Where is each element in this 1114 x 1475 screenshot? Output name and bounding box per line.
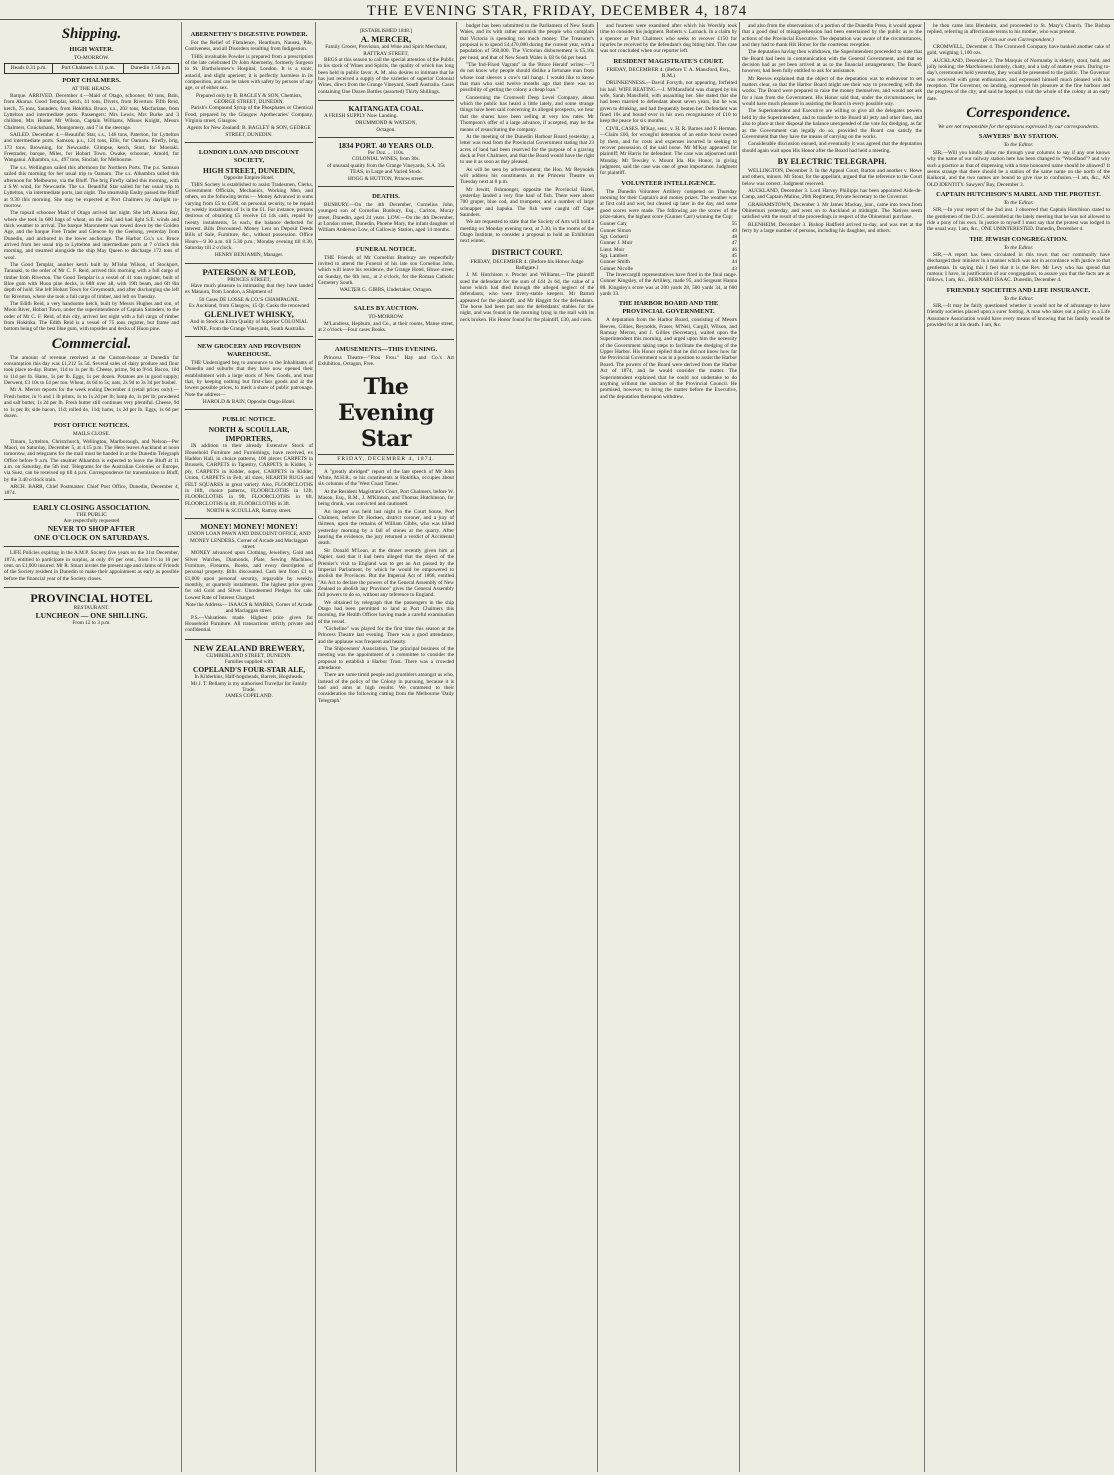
tide-time: 1.56 p.m. [150, 65, 172, 72]
advert-line: From 12 to 3 p.m. [72, 620, 111, 627]
advert-line: [ESTABLISHED 1848.] [360, 28, 412, 34]
column-rule [924, 22, 925, 1472]
advert-line: LUNCHEON — ONE SHILLING. [35, 611, 148, 621]
advert-mercer [318, 25, 454, 98]
letter-text: SIR,—It may be fairly questioned whether it would not be of advantage to have friendly societies placed upon a surer footing. A man who takes out a policy in a Life Assurance Association would have every means of knowing that his family would be provided for at his death. I am, &c. [927, 303, 1110, 329]
post-office-sub: MAILS CLOSE. [72, 431, 111, 438]
tide-place: Port Chalmers [61, 65, 94, 72]
advert-text: Have much pleasure in intimating that they have landed ex Mataura, from London, a Shipment of [185, 282, 313, 296]
advert-london-loan [185, 142, 313, 260]
amusements-notice [318, 339, 454, 371]
news-paragraph: budget has been submitted to the Parliament of New South Wales, and its with rather astonish the people who complain that Victoria is spending too much money. The Treasurer's proposal is to spend £4,470,000 during the current year, with a population of 560,000. The Victorian disbursement is £5,10s per head, and that of New South Wales is £8 6s 6d per head. [460, 23, 594, 61]
advert-title: A. MERCER, [360, 34, 412, 45]
sales-sub: TO-MORROW. [368, 313, 404, 320]
news-paragraph: he then came into Blenheim, and proceeded to St. Mary's Church. The Bishop replied, referring in affectionate terms to his mother, who was present. [927, 23, 1110, 36]
telegraph-text: AUCKLAND, December 3. Lord Harvey Phillipps has been appointed Aide-de-Camp, and Captain Malino, 20th Regiment, Private Secretary to the Governor. [742, 187, 922, 201]
advert-line: In Kilderkins, Half-hogsheads, Barrels, Hogsheads. [194, 674, 304, 681]
column-rule [181, 22, 182, 1472]
advert-text: IN addition to their already Extensive Stock of Household Furniture and Furnishings, have received, ex Haddon Hall, in choice patterns, 100 pieces CARPETS in Brussels, CARPETS in Tapestry, CARPETS in Kidder, 3-ply, CARPETS in Kidder, super, CARPETS in Kidder, Union, CARPETS in Felt, all sizes, HEARTH RUGS and FELT SQUARES in great variety. Also, FLOORCLOTHS in 18ft, choice patterns, FLOORCLOTHS in 12ft, FLOORCLOTHS in 9ft, FLOORCLOTHS in 6ft, FLOORCLOTHS in 4ft, FLOORCLOTHS in 3ft. [185, 443, 313, 507]
advert-line: HOGG & HUTTON, Princes street. [347, 175, 425, 182]
score-name: Gunner Smith [600, 259, 630, 266]
advert-north-scoullar [185, 409, 313, 516]
port-chalmers-heading: PORT CHALMERS. [62, 76, 121, 84]
funeral-signature: WALTER G. GIBBS, Undertaker, Octagon. [339, 287, 433, 294]
advert-life-policies [4, 546, 179, 585]
tide-time: 1.11 p.m. [94, 65, 116, 72]
section-heading-correspondence: Correspondence. [966, 105, 1071, 122]
telegraph-text: AUCKLAND, December 3. The Marquis of Normanby is elderly, stout, bald, and jolly looking; the Marchioness homely, chatty, and a lady of mature years. During to-day's ceremonies held yesterday, they would be presented to the public. The Governor was received with great enthusiasm, and expressed himself much pleased with his reception. The Governor, on landing, expressed his pleasure at the fine harbour and the progress of the city, and said he hoped to visit the whole of the colony at an early date. [927, 57, 1110, 102]
tide-time: 0.31 p.m. [25, 65, 47, 72]
advert-line: UNION LOAN PAWN AND DISCOUNT OFFICE, AND MONEY LENDERS, Corner of Arcade and Maclaggan street. [187, 531, 311, 550]
advert-title: ABERNETHY'S DIGESTIVE POWDER. [190, 31, 308, 38]
news-paragraph: We obtained by telegraph that the passengers in the ship Otago had been permitted to land at Port Chalmers this morning, the Health Officer having made a careful examination of the vessel. [318, 599, 454, 625]
tide-cell [53, 64, 124, 73]
news-paragraph: An inquest was held last night in the Court house, Port Chalmers, before Dr Hocken, district coroner, and a jury of thirteen, upon the remains of William Gibbs, who was killed yesterday morning by a fall of stones at the quarry. After hearing the evidence, the jury returned a verdict of Accidental death. [318, 508, 454, 547]
shipping-arrived: Barque. ARRIVED. December 4.—Maid of Otago, schooner, 60 tons, Bain, from Akaroa. Good Templar, ketch, 41 tons, Divers, from Riverton. Fifth Reid, ketch, 75 tons, Saunders, from Hokitika. Bruce, s.s., 202 tons, Macfarlane, from Lyttelton and intermediate ports. Passengers: Mrs Lewis, Mrs Burke and 3 children, Mrs Hunter Mr Wilson, Captain Williams, Misses Knight, Messrs Chalmers, Cruickshank, Montgomery, and 7 in the steerage. [4, 93, 179, 131]
letter-text: SIR,—Will you kindly allow me through your columns to say if any one knows why the name of our railway station here has been changed to "Woodland"? and why such a practice as that of dispensing with a time honoured name should be allowed? It seems strange that there should be a station of the same name on the north of the Kaikorai, and the two names are bound to give rise to confusion.—I am, &c., AN OLD IDENTITY. Sawyers' Bay, December 3. [927, 149, 1110, 188]
scores-table [600, 221, 737, 272]
advert-text: THIS invaluable Powder is prepared from a prescription of the late celebrated Dr John Abernethy, formerly Surgeon to St. Bartholomew's Hospital, London. It is a tonic, antacid, and slight aperient; it is perfectly harmless in its composition, and can be taken with safety by persons of any age, or of either sex. [185, 53, 313, 92]
score-value: 47 [731, 240, 737, 247]
advert-line: CUMBERLAND STREET, DUNEDIN. [206, 652, 292, 659]
column-7 [927, 23, 1110, 1471]
advert-early-closing [4, 499, 179, 545]
column-5 [600, 23, 737, 1471]
tide-cell [124, 64, 179, 73]
advert-line: ONE O'CLOCK ON SATURDAYS. [33, 533, 150, 543]
tide-place: Heads [10, 65, 25, 72]
correspondence-disclaimer: We are not responsible for the opinions expressed by our correspondents. [937, 124, 1100, 131]
advert-title: NEW GROCERY AND PROVISION WAREHOUSE. [197, 343, 301, 359]
advert-line: Ex Auckland, from Glasgow, 15 Qr. Casks the renowned [188, 303, 310, 309]
rm-court-text: DRUNKENNESS.—David Forsyth, not appearing, forfeited his bail. WIFE BEATING.—J. M'Mansfield was charged by his wife, Sarah Mansfield, with assaulting her. She stated that she had been married to defendant about seven years, but he was given to drinking, and had frequently beaten her. Defendant was fined 10s and bound over in his own recognisance of £10 to keep the peace for six months. [600, 80, 737, 125]
advert-title: 1834 PORT. 40 YEARS OLD. [338, 141, 434, 151]
score-value: 49 [731, 227, 737, 234]
score-name: Sgt. Cockeril [600, 233, 628, 240]
advert-title: MONEY! MONEY! MONEY! [200, 522, 298, 532]
shipping-notes: The s.s. Wellington sailed this afternoon for Northern Ports. The p.s. Samson sailed this morning for her usual trip to Oamaru. The s.s. Alhambra sailed this afternoon for Melbourne, via the Bluff. The brig Firefly sailed this morning, with a S.W. wind, for Newcastle. The s.s. Beautiful Star sailed for her usual trip to Lyttelton, via intermediate ports, last night. The steamship Easby passed the Bluff at 9.30 this morning. She may be expected at Port Chalmers by daylight to-morrow. [4, 164, 179, 209]
advert-line: Note the Address— ISAACS & MARKS, Corner of Arcade and Maclaggan street. [185, 602, 313, 615]
telegraph-text: CROMWELL, December 4. The Cromwell Company have banked another cake of gold, weighing 1,100 ozs. [927, 44, 1110, 57]
advert-line: Families supplied with [224, 659, 274, 666]
dateline: FRIDAY, DECEMBER 4, 1874. [318, 454, 454, 464]
advert-line: COPELAND'S FOUR-STAR ALE, [192, 665, 306, 675]
masthead-title: THE EVENING STAR, FRIDAY, DECEMBER 4, 1874 [366, 3, 748, 19]
news-paragraph: Considerable discussion ensued, and eventually it was agreed that the deputation should again wait upon His Honor after the Board had held a meeting. [742, 141, 922, 154]
news-paragraph: As will be seen by advertisement, the Hon. Mr Reynolds will address his constituents at the Princess Theatre on Tuesday next at 8 p.m. [460, 166, 594, 186]
advert-text: A FRESH SUPPLY Now Landing. [324, 113, 398, 120]
news-paragraph: and fourteen were examined after which his Worship took time to consider his judgment. Roberts v. Larnach. In a claim by a spencer at Port Chalmers who seeks to recover £150 for injuries he received by the defendant's dog biting him. This case was not concluded when our reporter left. [600, 23, 737, 55]
commercial-text: Mr A. Mercer reports for the week ending December 4 (retail prices only):—Fresh butter, in ½ and 1 lb prints, 1s to 1s 2d per lb; lump do, 1s per lb; powdered and salt butter, 1s 2d per lb. Fresh butter still continues very plentiful. Cheese, 9d to 1s per lb; side bacon, 11d; rolled do, 11d; hams, 1s 2d per lb. Eggs, 1s 6d per dozen. [4, 387, 179, 419]
post-office-heading: POST OFFICE NOTICES. [53, 422, 130, 430]
telegraph-text: GRAHAMSTOWN, December 3. Mr James Mackay, junr., came into town from Ohinemuri yesterday, and went on to Auckland at midnight. The Natives seem satisfied with the result of the proceedings in respect of the Ohinemuri purchase. [742, 201, 922, 221]
letter-to: To the Editor. [1003, 142, 1034, 149]
score-name: Gunner Carr [600, 221, 627, 228]
advert-abernethy [185, 25, 313, 140]
harbor-board-text: A deputation from the Harbor Board, consisting of Messrs Reeves, Gillies, Reynolds, Fraser, M'Neil, Cargill, Wilson, and Ramsay Mercer, and J. Gillies (Secretary), waited upon the Superintendent this morning, and urged upon him the necessity of the Government taking steps to facilitate the dredging of the Upper Harbor. His Honor replied that he did not know how far the Provincial Government was in a position to assist the Harbor Board. The powers of the Board were derived from the Harbor Act of 1874, and he would consider the matter. The Superintendent explained that he could not undertake to do anything without the sanction of the Provincial Council. He promised, however, to bring the matter before the Executive, and the deputation thereupon withdrew. [600, 317, 737, 400]
advert-line: Octagon. [376, 126, 396, 133]
high-water-heading: HIGH WATER. [69, 46, 114, 53]
rm-court-text: CIVIL CASES. M'Kay, senr., v. H. R. Barnes and F. Herman.—Claim £60, for wrongful detention of an entire horse owned by them, and for costs and expenses incurred in seeking to recover possession of the said horse. Mr M'Kay appeared for plaintiff; Mr Harris for defendant. The case was adjourned until Monday. Mr Tewsley v. Mount Ida. His Honor, in giving judgment, said the case was one of great importance. Judgment for plaintiff. [600, 125, 737, 177]
advert-paterson-mleod [185, 263, 313, 334]
advert-line: NORTH & SCOULLAR, Rattray street. [206, 507, 292, 514]
sales-heading: SALES BY AUCTION. [353, 304, 419, 312]
news-paragraph: Mr Reeves explained that the object of the deputation was to endeavour to set matters clear, so that the Harbor Board might see their way to proceeding with the works. The Board were prepared to raise the money themselves, and would not ask for a loan from the Government. His Honor said that, under the circumstances, he would have much pleasure in assisting the Board in every possible way. [742, 75, 922, 108]
advert-line: Mr J. T. Bellamy is my authorised Travellar for Family Trade. [190, 680, 308, 694]
advert-line: Are respectfully requested [63, 517, 120, 524]
advert-new-grocery [185, 336, 313, 407]
letter-text: SIR,—A report has been circulated in this town that our community have discharged their minister in a manner which was not in accordance with justice to that gentleman. In saying this I feel that it is the Rev. Mr Levy who has spread that rumour. I have, in justification of our congregation, to assure you that the facts are as follows. I am, &c., BERNARD ISAAC. Dunedin, December 4. [927, 251, 1110, 284]
advert-line: of unusual quality from the Grange Vineyards, S.A. 35s [326, 162, 445, 169]
column-4 [460, 23, 594, 1471]
advert-line: COLONIAL WINES, from 30s. [352, 156, 420, 163]
shipping-notes: The Good Templar, another ketch built by M'John Wilson, of Stockport, Taranaki, to the order of Mr C. F. Reid, arrived this morning with a full cargo of timber from Riverton. The Good Templar is a vessel of 41 tons register, built of Blue gum with Huon pine decks, is 68ft over all, with 19ft beam, and 6ft 8in depth of hold. She left Hobart Town for Greymouth, and after discharging she left for Riverton, where she took a full cargo of timber, and left on Tuesday. [4, 261, 179, 300]
telegraph-text: WELLINGTON, December 3. In the Appeal Court, Barton and another v. Howe and others, minors. Mr Stout, for the appellant, argued that the reference to the Court below was correct. Judgment reserved. [742, 167, 922, 187]
telegraph-text: BLENHEIM, December 3. Bishop Hadfield arrived to-day, and was met at the ferry by a large number of persons, including his daughter, and others. [742, 221, 922, 234]
advert-line: NEVER TO SHOP AFTER [47, 524, 136, 534]
commercial-text: The amount of revenue received at the Custom-house at Dunedin for consumption this day was £1,212 5s 5d. Several sales of dairy produce and flour took place to-day. Butter, 11d to 1s per lb. Cheese, prime, 9d to 9½d. Bacon, 10d to 11d per lb. Hams, 1s per lb. Eggs, 1s per dozen. Potatoes are in good supply; Derwent, £3 10s to £4 per ton. Wheat, 4s 6d to 5s; oats, 2s 9d to 3s 3d per bushel. [4, 354, 179, 387]
advert-line: Agents for New Zealand: B. BAGLEY & SON, GEORGE STREET, DUNEDIN. [187, 125, 311, 138]
advert-line: 50 Cases DE LOSSE & CO.'S CHAMPAGNE. [199, 296, 299, 303]
column-2 [185, 23, 313, 1471]
score-value: 46 [731, 246, 737, 253]
masthead [0, 0, 1114, 20]
tide-table [4, 63, 179, 73]
section-heading-shipping: Shipping. [61, 26, 122, 42]
score-value: 48 [731, 233, 737, 240]
news-paragraph: The deputation having then withdrawn, the Superintendent proceeded to state that the Board had been in communication with the General Government, and that no decision had as yet been arrived at as to the financial arrangements. The Board, however, had been fully entitled to ask for assistance. [742, 49, 922, 75]
sales-text: M'Landress, Hepburn, and Co., at their rooms, Manse street, at 2 o'clock—Four cases Books. [318, 320, 454, 334]
advert-text: P.S.—Valuations made. Highest price given for Household Furniture. All transactions strictly private and confidential. [185, 614, 313, 634]
advert-line: Per Doz. ... 110s. [367, 150, 405, 157]
amusements-text: Princess Theatre—"Frou Frou." Hay and Co.'s Art Exhibition, Octagon, Free. [318, 354, 454, 367]
shipping-notes: The topsail schooner Maid of Otago arrived last night. She left Akaroa Bay, where she took in 600 bags of wheat, on the 2nd, and had light S.E. winds and thick weather to arrival. The barque Maronnette was towed down by the Golden Age, and the barque Free Trader and Glencoe by the Geelong, yesterday from Dunedin, and anchored in the lower anchorage. The Harbor Co.'s s.s. Bruce arrived from her usual trip to Lyttelton and intermediate ports at 7 o'clock this morning, and steamed alongside the ship May Queen to discharge 172 tons of wool. [4, 210, 179, 261]
advert-line: GLENLIVET WHISKY, [204, 309, 294, 320]
advert-text: BEGS at this season to call the special attention of the Public to his stock of Wines and Spirits, the quality of which has long been held in public favor. A. M. also desires to intimate that he has just received a supply of the varieties of superior Colonial Wines, direct from the Grange Vineyard, South Australia. Cases containing One Dozen Bottles (assorted) Thirty Shillings. [318, 57, 454, 95]
volunteer-text: The Dunedin Volunteer Artillery competed on Thursday morning for their Captain's and money prizes. The weather was at first cold and wet, but cleared up later in the day, and some good scores were made. The following are the scores of the prize-takers, the highest score (Gunner Carr) winning the Cup: [600, 188, 737, 220]
score-value: 45 [731, 253, 737, 259]
advert-line: PRINCES STREET, [227, 276, 271, 283]
advert-text: LIFE Policies expiring in the A.M.P. Society five years on the 31st December, 1874, entitled to participate in surplus, at only 4½ per cent., from 1½ to 10 per cent. on £1,000 insured. Mr R. Smart invites the present age and claims of Friends of the Society resident in Dunedin to make their appointment as early as possible before the financial year of the Society closes. [4, 550, 179, 582]
advert-text: For the Relief of Flatulence, Heartburn, Nausea, Pile, Costiveness, and all Disorders resulting from Indigestion. [185, 40, 313, 53]
advert-line: THE PUBLIC [76, 511, 107, 518]
post-office-signature: ARCH. BARR, Chief Postmaster. Chief Post Office, Dunedin, December 4, 1874. [4, 483, 179, 497]
advert-line: And in Stock an Extra Quality of Superior COLONIAL WINE, From the Grange Vineyards, South Australia. [190, 319, 308, 332]
score-name: Sgt. Lambert [600, 253, 628, 259]
funeral-text: THE Friends of Mr Cornelius Bunbury are respectfully invited to attend the Funeral of his late son Cornelius John, which will leave his residence, the Grange Hotel, Howe street, on Sunday, the 6th inst., at 2 o'clock, for the Roman Catholic Cemetery South. [318, 254, 454, 286]
advert-line: NORTH & SCOULLAR, IMPORTERS, [208, 425, 290, 444]
advert-title: PUBLIC NOTICE. [222, 416, 276, 424]
column-rule [456, 22, 457, 1472]
port-chalmers-sub: AT THE HEADS. [71, 85, 112, 92]
advert-title: PROVINCIAL HOTEL [30, 591, 153, 606]
deaths-heading: DEATHS. [372, 192, 400, 200]
score-name: Gunner J. Muir [600, 240, 633, 247]
news-paragraph: At the meeting of the Dunedin Harbour Board yesterday, a letter was read from the Provincial Government stating that 23 acres of land had been reserved for the purpose of a graving dock at Port Chalmers, and that the Board would have the right to use it as soon as they pleased. [460, 133, 594, 166]
advert-line: HIGH STREET, DUNEDIN, [203, 166, 295, 176]
tide-place: Dunedin [130, 65, 150, 72]
letter-heading: CAPTAIN HUTCHISON'S MABEL AND THE PROTEST. [936, 190, 1101, 198]
news-paragraph: "Gicheline" was played for the first time this season at the Princess Theatre last evening. There was a good attendance, and the applause was frequent and hearty. [318, 625, 454, 645]
advert-union-loan [185, 518, 313, 637]
amusements-heading: AMUSEMENTS—THIS EVENING. [334, 345, 438, 353]
advert-text: THE Undersigned beg to announce to the Inhabitants of Dunedin and suburbs that they have now opened their establishment with a large stock of New Goods, and trust that, by keeping nothing but first-class goods and at the lowest possible prices, to merit a share of public patronage. Note the address— [185, 360, 313, 398]
column-rule [597, 22, 598, 1472]
news-paragraph: At the Resident Magistrate's Court, Port Chalmers, before W. Mason, Esq., R.M., J. M'Kinnon, and Thomas Hutchinson, for being drunk, was convicted and cautioned. [318, 488, 454, 508]
letter-to: To the Editor. [1003, 295, 1034, 302]
shipping-notes: The Edith Reid, a very handsome ketch, built by Messrs Hughes and son, of Moon River, Hobart Town, under the superintendence of Captain Saunders, to the order of Mr C. F. Reid, of this city, arrived last night with a full cargo of timber from Hokitika. The Edith Reid is a vessel of 75 tons register, but frame and bottom being of the best blue gum, with topsides and decks of Huon pine. [4, 301, 179, 333]
advert-kaitangata [318, 100, 454, 135]
advert-line: RATTRAY STREET, [363, 50, 409, 57]
advert-line: DRUMMOND & WATSON, [355, 120, 417, 127]
news-paragraph: "The Ind-Fixed Vagrant" in the 'Bruce Herald' writes:—"I do not know why people should dislike a fortunate man from whose coat sleeves a cow's tail hangs. I would like to know that man who said twelve months ago that there was no possibility of getting the colony a cheap loan." [460, 62, 594, 94]
advert-title: EARLY CLOSING ASSOCIATION. [32, 502, 151, 512]
news-paragraph: and also from the observations of a portion of the Dunedin Press, it would appear that a good deal of misapprehension had been entertained by the public as to the actions of the Provincial Executive. The deputation was aware of the circumstances, and they had to thank His Honor for the courteous reception. [742, 23, 922, 49]
sales-notice [318, 298, 454, 337]
district-court-text: J. M. Hutchison v. Procter and Williams.—The plaintiff sued the defendant for the sum of £44 2s 6d, the value of a horse which had died through the alleged neglect of the defendants, who were livery-stable keepers. Mr Barton appeared for the plaintiff, and Mr Haggitt for the defendants. The horse had been put into the defendants' stables for the night, and was found in the morning lying in the stall with its neck broken. His Honor found for the plaintiff, £30, and costs. [460, 272, 594, 323]
advert-line: HAROLD & BAIN, Opposite Otago Hotel. [202, 399, 296, 406]
post-office-text: Timaru, Lyttelton, Christchurch, Wellington, Marlborough, and Nelson—Per Maori, on Saturday, December 5, at 4.15 p.m. The Hero leaves Auckland at noon tomorrow, and telegrams for the mail must be handed in at the Dunedin Telegraph Office before 9 a.m. The steamer Alhambra is expected to leave the Bluff at 11 a.m. on Saturday, the 5th inst. Telegrams for the Australian Colonies or Europe, via Suez, can be received up till 4 p.m. Correspondence for transmission to Bluff, by the 3.40 o'clock train. [4, 438, 179, 483]
letter-to: To the Editor. [1003, 244, 1034, 251]
column-3 [318, 23, 454, 1471]
harbor-board-heading: THE HARBOR BOARD AND THE PROVINCIAL GOVERNMENT. [618, 300, 719, 316]
rm-court-heading: RESIDENT MAGISTRATE'S COURT. [613, 57, 724, 65]
score-value: 44 [731, 259, 737, 266]
funeral-notice [318, 239, 454, 296]
high-water-sub: TO-MORROW. [73, 55, 110, 61]
letter-text: SIR,—In your report of the 2nd inst. I observed that Captain Hutchison stated to the gentlemen of the D.J.C. assembled at the lately meeting that he was not allowed to ride a pony of his own. In justice to myself I must say that the protest was lodged in the usual way. I am, &c., ONE UNINTERESTED. Dunedin, December 4. [927, 207, 1110, 233]
column-rule [315, 22, 316, 1472]
news-paragraph: Concerning the Cromwell Deep Level Company, about which the public has heard a little lately, and some strange things have been said concerning its alleged prospects, we hear that the shares have been selling at very low rates. Mr Thompson's offer of a large advance, if accepted, may be the means of resuscitating the company. [460, 94, 594, 133]
advert-line: Opposite Empire Hotel. [223, 175, 275, 182]
advert-text: Parish's Compound Syrup of the Phosphates or Chemical Food, prepared by the Glasgow Apothecaries' Company, Virginia street, Glasgow. [185, 105, 313, 125]
news-paragraph: Sir Donald M'Lean, at the dinner recently given him at Napier, said that it had been alleged that the object of the Premier's visit to England was to get an Act passed by the Imperial Parliament, by which he would be empowered to abolish the Provinces. But the Imperial Act of 1868, entitled "An Act to declare the powers of the General Assembly of New Zealand to abolish any Province" gives the General Assembly full powers to do so, without any reference to England. [318, 547, 454, 599]
deaths-notice [318, 186, 454, 237]
news-paragraph: Mr Jewitt, fishmonger, opposite the Provincial Hotel, yesterday landed a very fine haul of fish. There were about 700 groper, blue cod, and trumpeter, and a number of large schnapper and hapuka. The fish were caught off Cape Saunders. [460, 186, 594, 218]
column-rule [739, 22, 740, 1472]
column-6 [742, 23, 922, 1471]
advert-title: NEW ZEALAND BREWERY, [193, 642, 305, 653]
advert-title: PATERSON & M'LEOD, [202, 266, 296, 277]
section-heading-commercial: Commercial. [51, 335, 132, 352]
correspondent-note: (From our own Correspondent.) [983, 36, 1054, 43]
letter-heading: FRIENDLY SOCIETIES AND LIFE INSURANCE. [946, 286, 1091, 294]
score-name: Gunner Simon [600, 227, 632, 234]
advert-line: RESTAURANT. [73, 605, 110, 612]
score-name: Gunner Nicolle [600, 265, 633, 272]
advert-nz-brewery [185, 639, 313, 702]
advert-line: HENRY BENJAMIN, Manager. [214, 252, 284, 259]
advert-title: LONDON LOAN AND DISCOUNT SOCIETY, [198, 149, 300, 165]
advert-text: MONEY advanced upon Clothing, Jewellery, Gold and Silver Watches, Diamonds, Plate, Sewing Machines, Furniture, Firearms, Books, and every description of personal property. Bills discounted. Cash lent from £1 to £1,000 upon personal security, repayable by weekly, monthly, or quarterly instalments. The highest price given for old Gold and Silver. Unredeemed Pledges for sale. Lowest Rate of Interest Charged. [185, 550, 313, 601]
advert-line: TEAS, in Large and Varied Stock. [349, 169, 423, 176]
score-value: 43 [731, 265, 737, 272]
news-paragraph: The Superintendent and Executive are willing to give all the delegates powers held by the Superintendent, and to transfer to the Board all jetty and other dues, and also to place at their disposal the balance unexpended of the vote for dredging, as far as the Government can legally do so, provided the Board can satisfy the Government that they have the means of carrying on the works. [742, 108, 922, 140]
district-court-heading: DISTRICT COURT. [491, 247, 563, 257]
telegraph-heading: BY ELECTRIC TELEGRAPH. [777, 156, 887, 166]
letter-to: To the Editor. [1003, 199, 1034, 206]
deaths-text: BUSBURY.—On the 4th December, Cornelius John, youngest son of Cornelius Bunbury, Esq., Carlton, Moray street, Dunedin, aged 24 years. LOW.—On the 4th December, at London street, Dunedin, Phoebe Mary, the infant daughter of William Anderson Low, of Galloway Station, aged 14 months. [318, 201, 454, 234]
volunteer-heading: VOLUNTEER INTELLIGENCE. [621, 179, 716, 187]
rm-court-sub: FRIDAY, DECEMBER 4. (Before T. A. Mansford, Esq., R.M.) [606, 66, 731, 80]
funeral-heading: FUNERAL NOTICE. [356, 245, 416, 253]
letter-heading: SAWYERS' BAY STATION. [978, 133, 1059, 141]
score-name: Lieut. Muir [600, 246, 625, 253]
tide-cell [5, 64, 53, 73]
news-paragraph: The Shipowners' Association. The principal business of the meeting was the appointment of a committee to consider the proposal to establish a Harbor Trust. There was a crowded attendance. [318, 645, 454, 671]
advert-hogg-hutton [318, 137, 454, 184]
news-paragraph: We are requested to state that the Society of Arts will hold a meeting on Monday evening next, at 7.30, in the rooms of the Otago Institute, to consider a proposal to hold an Exhibition next winter. [460, 219, 594, 245]
letter-heading: THE JEWISH CONGREGATION. [969, 235, 1068, 243]
advert-provincial-hotel [4, 587, 179, 629]
advert-line: JAMES COPELAND. [225, 693, 273, 700]
news-paragraph: A "greatly abridged" report of the late speech of Mr John White, M.H.R., to his constituents at Hokitika, occupies about six columns of the 'West Coast Times.' [318, 468, 454, 488]
advert-text: THIS Society is established to assist Tradesmen, Clerks, Government Officials, Mechanics, Working Men, and others, on the following terms:— Money Advanced in sums varying from £5 to £500, on personal security, to be repaid by weekly instalments of 1s in the £1. For instance, persons desirous of obtaining £5 receive £4 14s cash, repaid by twenty instalments, 5s each, the balance deducted for interest. Bills Discounted. Money Lent on Deposit Deeds Bills of Sale, Furniture, &c., without possession. Office Hours—9 30 a.m. till 5.30 p.m.; Monday evening till 8.30, Saturday till 2 o'clock. [185, 181, 313, 251]
shipping-sailed: SAILED. December 4.—Beautiful Star, s.s., 146 tons, Paterson, for Lyttelton and intermediate ports. Samson, p.s., 124 tons, Ellis, for Oamaru. Firefly, brig, 173 tons, Browning, for Newcastle. Glimpse, ketch, Stott, for Moeraki. Freetrader, barque, Miles, for Hobart Town. Owake, schooner, Arnold, for Wanganui. Alhambra, s.s., 497 tons, Sinclair, for Melbourne. [4, 132, 179, 164]
column-1 [4, 23, 179, 1471]
district-court-sub: FRIDAY, DECEMBER 4. (Before his Honor Judge Bathgate.) [470, 258, 584, 272]
advert-line: Family Grocer, Provision, and Wine and Spirit Merchant, [325, 44, 447, 51]
news-paragraph: There are some timid people and grumblers amongst us who, instead of the policy of the Colony in pursuing, because it is bad and aims at high results. We commend to their consideration the following cutting from the Melbourne 'Daily Telegraph.' [318, 672, 454, 704]
volunteer-text: The Invercargill representatives have fired in the final range. Gunner Kingsley, of the Artillery, made 95, and Sergeant Hanna 88. Kingsley's score was at 200 yards 28, 500 yards 34, at 600 yards 33. [600, 272, 737, 298]
score-value: 55 [731, 221, 737, 228]
advert-title: KAITANGATA COAL. [348, 104, 424, 114]
advert-line: Prepared only by B. BAGLEY & SON, Chemists, GEORGE STREET, DUNEDIN. [195, 92, 303, 106]
newspaper-logo: The Evening Star [338, 374, 434, 453]
